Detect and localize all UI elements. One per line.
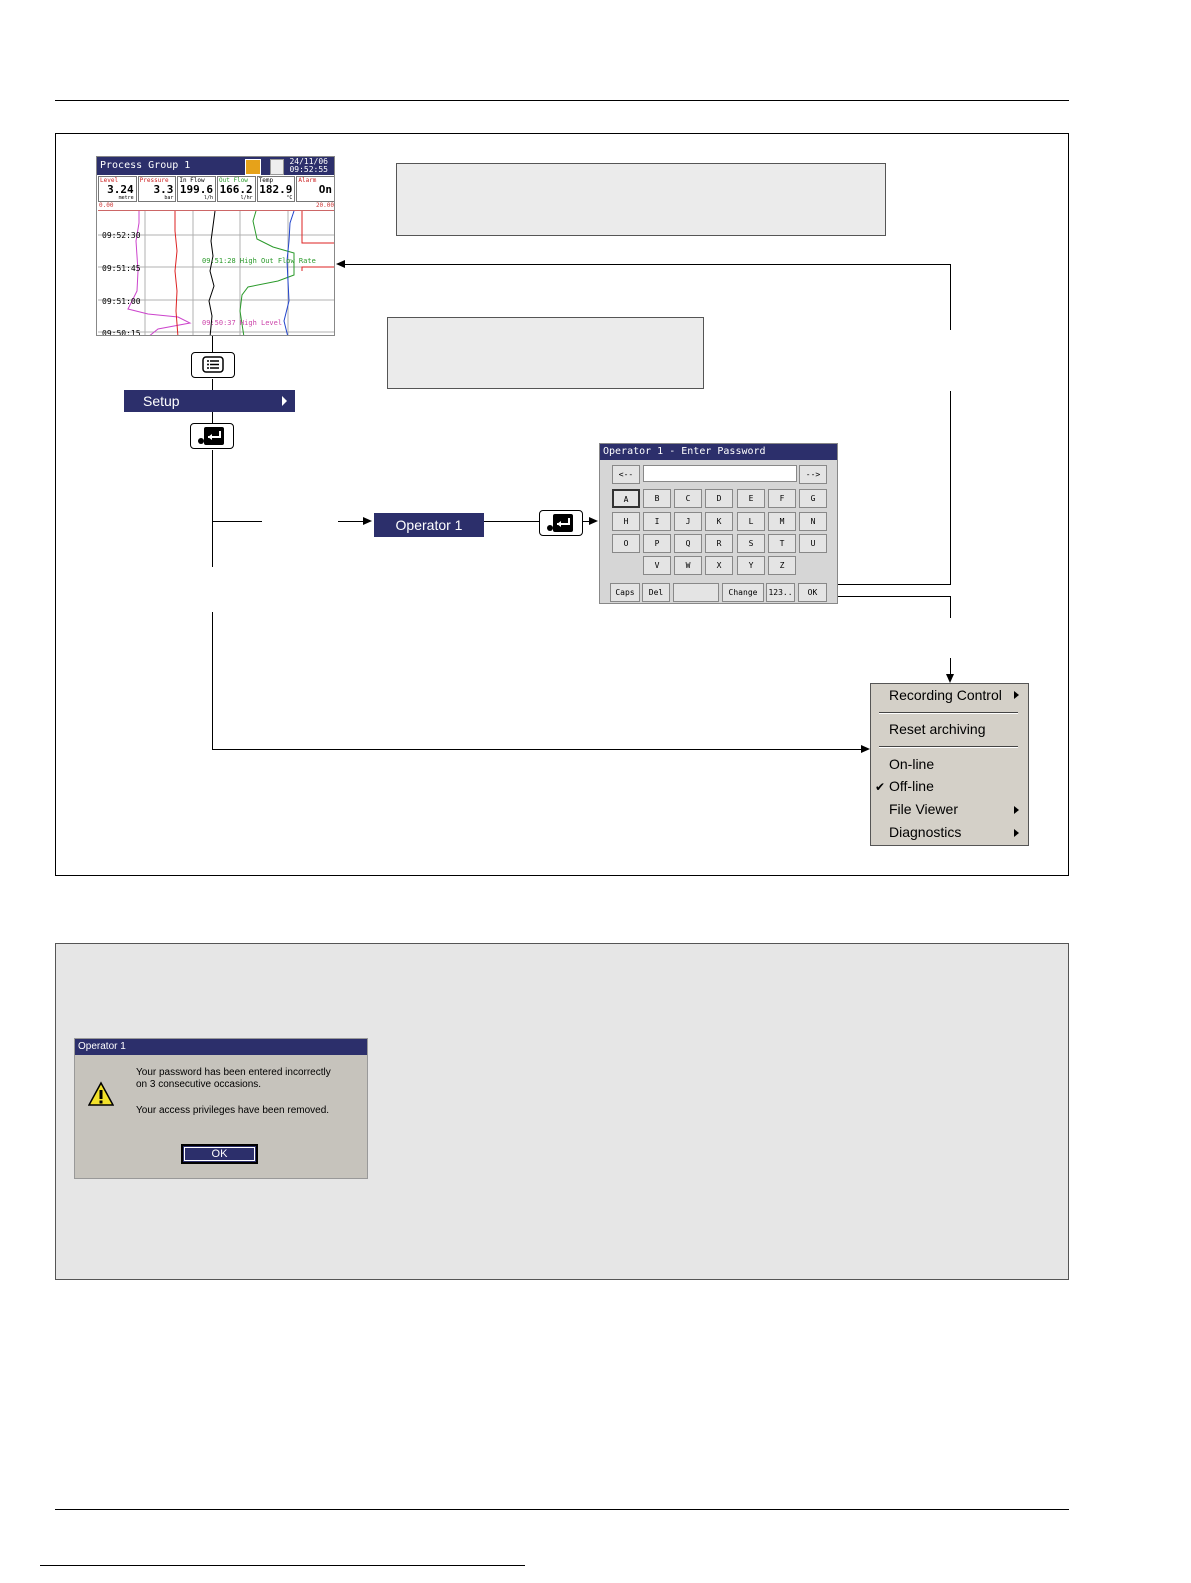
key-space[interactable] (673, 583, 719, 602)
operator-1-button[interactable]: Operator 1 (374, 513, 484, 537)
key-q[interactable]: Q (674, 534, 702, 553)
panel-label: Temp (258, 177, 274, 184)
dialog-line-3: Your access privileges have been removed. (136, 1105, 330, 1116)
recorder-title: Process Group 1 (100, 160, 191, 171)
timestamp: 09:51:00 (102, 297, 141, 306)
footnote-rule (40, 1565, 525, 1566)
key-n[interactable]: N (799, 512, 827, 531)
checkmark-icon: ✔ (875, 780, 886, 794)
submenu-arrow-icon (1014, 806, 1019, 814)
panel-label: Out Flow (219, 177, 248, 184)
key-del[interactable]: Del (642, 583, 670, 602)
setup-label: Setup (143, 393, 180, 409)
key-cursor-left[interactable]: <-- (612, 465, 640, 484)
warning-icon (88, 1081, 114, 1107)
password-keyboard (599, 443, 838, 604)
context-menu (870, 683, 1029, 846)
key-cursor-right[interactable]: --> (799, 465, 827, 484)
arrow-down-to-menu (946, 674, 954, 683)
password-input[interactable] (643, 465, 797, 482)
submenu-arrow-icon (1014, 691, 1019, 699)
recorder-date: 24/11/06 (289, 157, 328, 166)
key-ok[interactable]: OK (798, 583, 827, 602)
key-c[interactable]: C (674, 489, 702, 508)
timestamp: 09:51:45 (102, 264, 141, 273)
key-d[interactable]: D (705, 489, 733, 508)
key-k[interactable]: K (705, 512, 733, 531)
access-removed-dialog (74, 1038, 368, 1179)
key-a[interactable]: A (612, 489, 640, 508)
key-j[interactable]: J (674, 512, 702, 531)
menu-file-viewer[interactable]: File Viewer (889, 801, 958, 817)
panel-unit: metre (118, 195, 134, 201)
menu-diagnostics[interactable]: Diagnostics (889, 824, 962, 840)
key-change[interactable]: Change (722, 583, 764, 602)
scale-min: 0.00 (99, 202, 114, 209)
footer-rule (55, 1509, 1069, 1510)
panel-unit: bar (164, 195, 174, 201)
arrow-to-chart (336, 260, 345, 268)
key-e[interactable]: E (737, 489, 765, 508)
panel-label: In Flow (179, 177, 205, 184)
panel-label: Pressure (139, 177, 169, 184)
key-u[interactable]: U (799, 534, 827, 553)
key-v[interactable]: V (643, 556, 671, 575)
enter-key-icon (540, 511, 582, 535)
panel-value: 3.3 (153, 183, 174, 196)
key-b[interactable]: B (643, 489, 671, 508)
recorder-time: 09:52:55 (289, 165, 328, 174)
key-x[interactable]: X (705, 556, 733, 575)
panel-value: On (318, 183, 333, 196)
key-caps[interactable]: Caps (610, 583, 640, 602)
dialog-line-1: Your password has been entered incorrectly (136, 1067, 331, 1078)
menu-on-line[interactable]: On-line (889, 756, 935, 772)
panel-label: Level (100, 177, 119, 184)
menu-key-icon (192, 353, 234, 377)
timestamp: 09:50:15 (102, 329, 141, 336)
key-o[interactable]: O (612, 534, 640, 553)
panel-value: 199.6 (179, 183, 214, 196)
arrow-to-keyboard (589, 517, 598, 525)
dialog-ok-button[interactable]: OK (181, 1144, 258, 1164)
menu-separator (879, 746, 1018, 748)
dialog-title: Operator 1 (75, 1039, 367, 1055)
key-m[interactable]: M (768, 512, 796, 531)
key-i[interactable]: I (643, 512, 671, 531)
keyboard-title: Operator 1 - Enter Password (600, 444, 837, 460)
key-l[interactable]: L (737, 512, 765, 531)
enter-key[interactable] (539, 510, 583, 536)
key-p[interactable]: P (643, 534, 671, 553)
key-g[interactable]: G (799, 489, 827, 508)
key-numeric[interactable]: 123.. (766, 583, 795, 602)
panel-label: Alarm (298, 177, 317, 184)
arrow-to-menu (861, 745, 870, 753)
panel-unit: l/hr (240, 195, 253, 201)
scale-max: 20.00 (315, 202, 334, 209)
enter-key-icon (191, 424, 233, 448)
panel-unit: °C (286, 195, 293, 201)
panel-unit: l/h (203, 195, 214, 201)
panel-value: 166.2 (219, 183, 253, 196)
key-z[interactable]: Z (768, 556, 796, 575)
key-f[interactable]: F (768, 489, 796, 508)
menu-key[interactable] (191, 352, 235, 378)
dialog-line-2: on 3 consecutive occasions. (136, 1079, 262, 1090)
setup-menu-item[interactable] (124, 390, 295, 412)
menu-recording-control[interactable]: Recording Control (889, 687, 1002, 703)
panel-value: 3.24 (107, 183, 134, 196)
key-t[interactable]: T (768, 534, 796, 553)
menu-off-line[interactable]: Off-line (889, 778, 934, 794)
key-r[interactable]: R (705, 534, 733, 553)
arrow-to-operator (363, 517, 372, 525)
submenu-arrow-icon (1014, 829, 1019, 837)
submenu-arrow-icon (282, 396, 287, 406)
event-high-level: 09:50:37 High Level (202, 319, 283, 327)
key-y[interactable]: Y (737, 556, 765, 575)
event-out-flow: 09:51:28 High Out Flow Rate (202, 257, 316, 265)
panel-value: 182.9 (259, 183, 293, 196)
menu-separator (879, 712, 1018, 714)
key-w[interactable]: W (674, 556, 702, 575)
key-h[interactable]: H (612, 512, 640, 531)
menu-reset-archiving[interactable]: Reset archiving (889, 721, 986, 737)
timestamp: 09:52:30 (102, 231, 141, 240)
key-s[interactable]: S (737, 534, 765, 553)
enter-key[interactable] (190, 423, 234, 449)
